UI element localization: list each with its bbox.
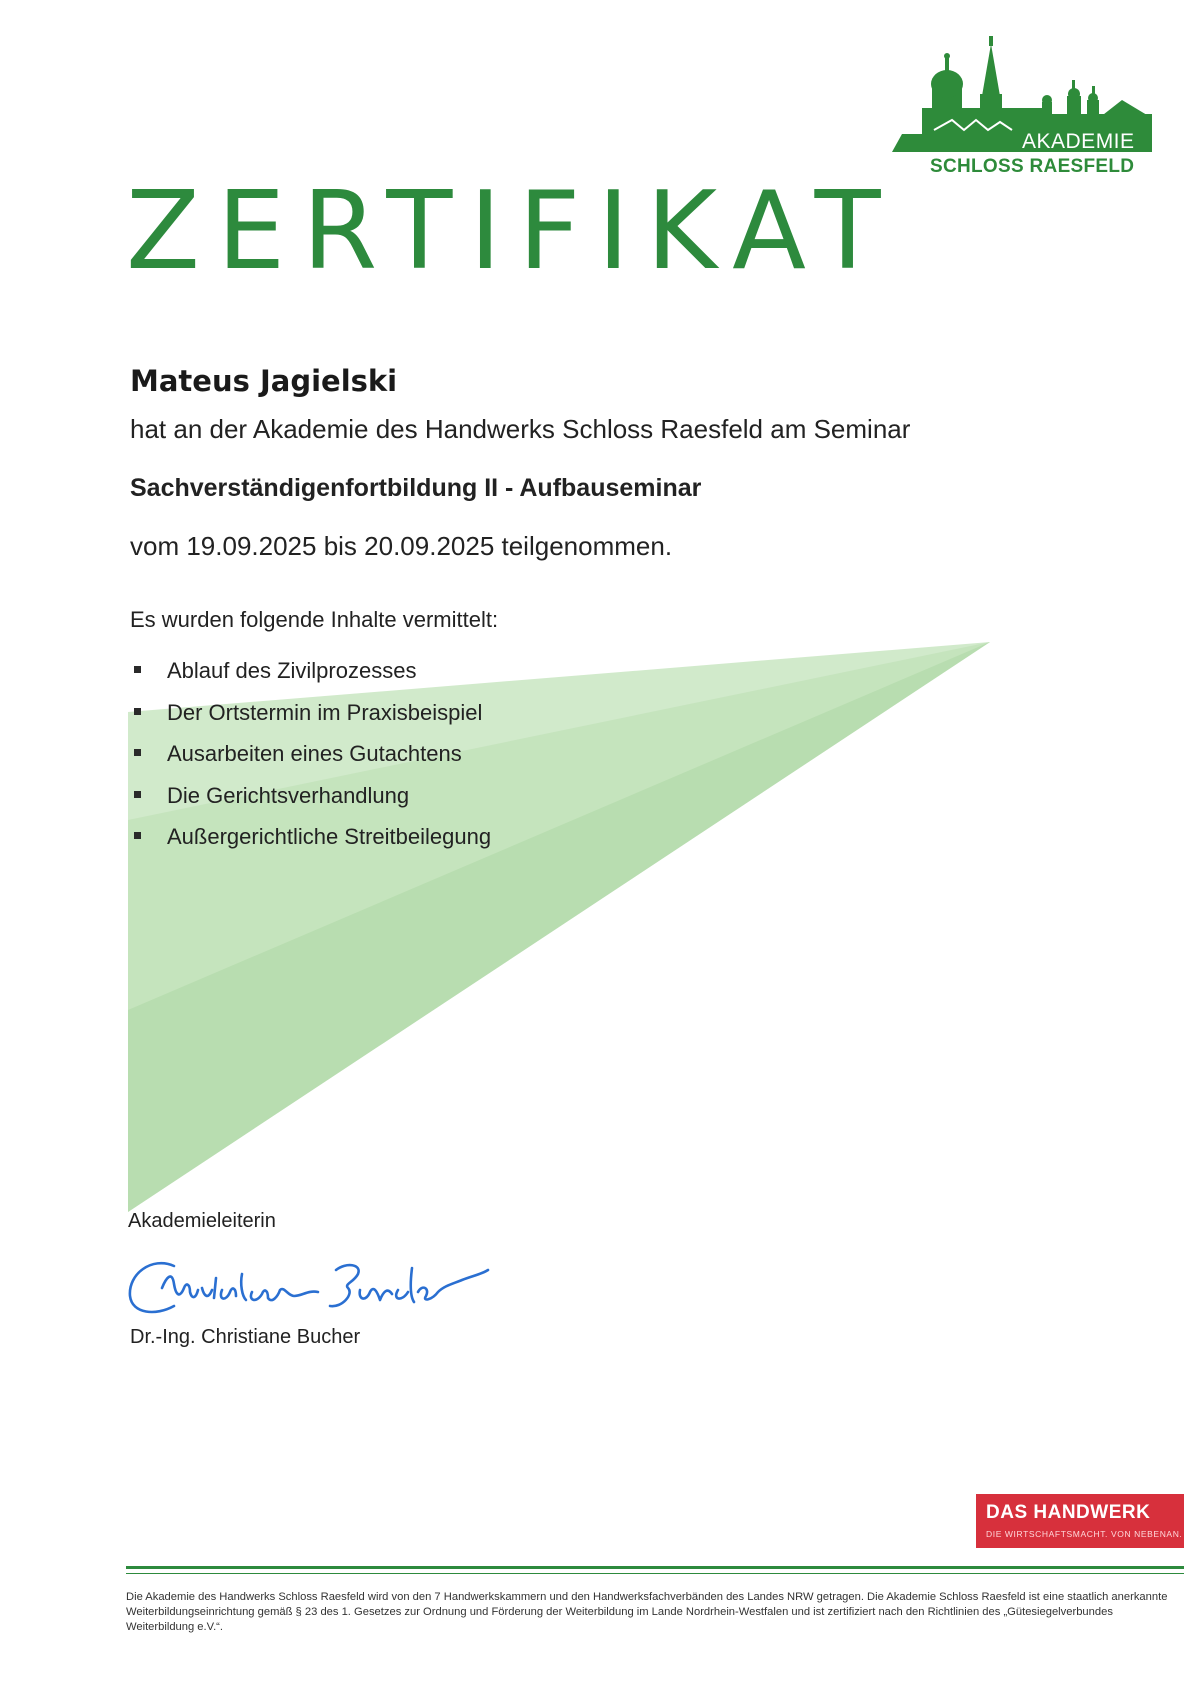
topics-list: [130, 658, 491, 866]
logo-text-akademie: AKADEMIE: [1022, 130, 1135, 153]
signatory-name: Dr.-Ing. Christiane Bucher: [130, 1326, 361, 1348]
topic-text: Die Gerichtsverhandlung: [167, 782, 410, 808]
footer-divider-thin: [126, 1573, 1184, 1574]
certificate-title: ZERTIFIKAT: [126, 169, 898, 294]
seminar-title: Sachverständigenfortbildung II - Aufbauseminar: [130, 474, 702, 502]
das-handwerk-badge: [976, 1494, 1184, 1548]
bullet-icon: [134, 666, 141, 673]
bullet-icon: [134, 832, 141, 839]
topics-heading: Es wurden folgende Inhalte vermittelt:: [130, 607, 499, 632]
topic-text: Außergerichtliche Streitbeilegung: [167, 824, 492, 849]
participation-intro: hat an der Akademie des Handwerks Schloss Raesfeld am Seminar: [130, 414, 911, 444]
list-item: [130, 741, 491, 783]
bullet-icon: [134, 791, 141, 798]
handwritten-signature: [122, 1244, 502, 1324]
bullet-icon: [134, 708, 141, 715]
signatory-role: Akademieleiterin: [128, 1210, 276, 1232]
academy-logo: [892, 34, 1160, 180]
bullet-icon: [134, 749, 141, 756]
footer-legal-text: Die Akademie des Handwerks Schloss Raesfeld wird von den 7 Handwerkskammern und den Handwerksfachverbänden des Landes NRW getragen. Die Akademie Schloss Raesfeld ist eine staatlich anerkannte Weiterbildungseinrichtung gemäß § 23 des 1. Gesetzes zur Ordnung und Förderung der Weiterbildung im Lande Nordrhein-Westfalen und ist zertifiziert nach den Richtlinien des „Gütesiegelverbundes Weiterbildung e.V.“.: [126, 1591, 1168, 1633]
seminar-dates: vom 19.09.2025 bis 20.09.2025 teilgenommen.: [130, 531, 673, 561]
logo-text-schloss-raesfeld: SCHLOSS RAESFELD: [930, 156, 1135, 177]
badge-sub-text: DIE WIRTSCHAFTSMACHT. VON NEBENAN.: [986, 1529, 1183, 1539]
list-item: [130, 700, 491, 742]
topic-text: Ablauf des Zivilprozesses: [167, 658, 417, 683]
list-item: [130, 783, 491, 825]
footer-divider: [126, 1566, 1184, 1569]
topic-text: Der Ortstermin im Praxisbeispiel: [167, 699, 483, 725]
participant-name: Mateus Jagielski: [130, 364, 398, 398]
list-item: [130, 824, 491, 866]
topic-text: Ausarbeiten eines Gutachtens: [167, 741, 462, 766]
list-item: [130, 658, 491, 700]
badge-main-text: DAS HANDWERK: [986, 1502, 1151, 1523]
signature-text: Christiane Bucher: [122, 1244, 130, 1245]
